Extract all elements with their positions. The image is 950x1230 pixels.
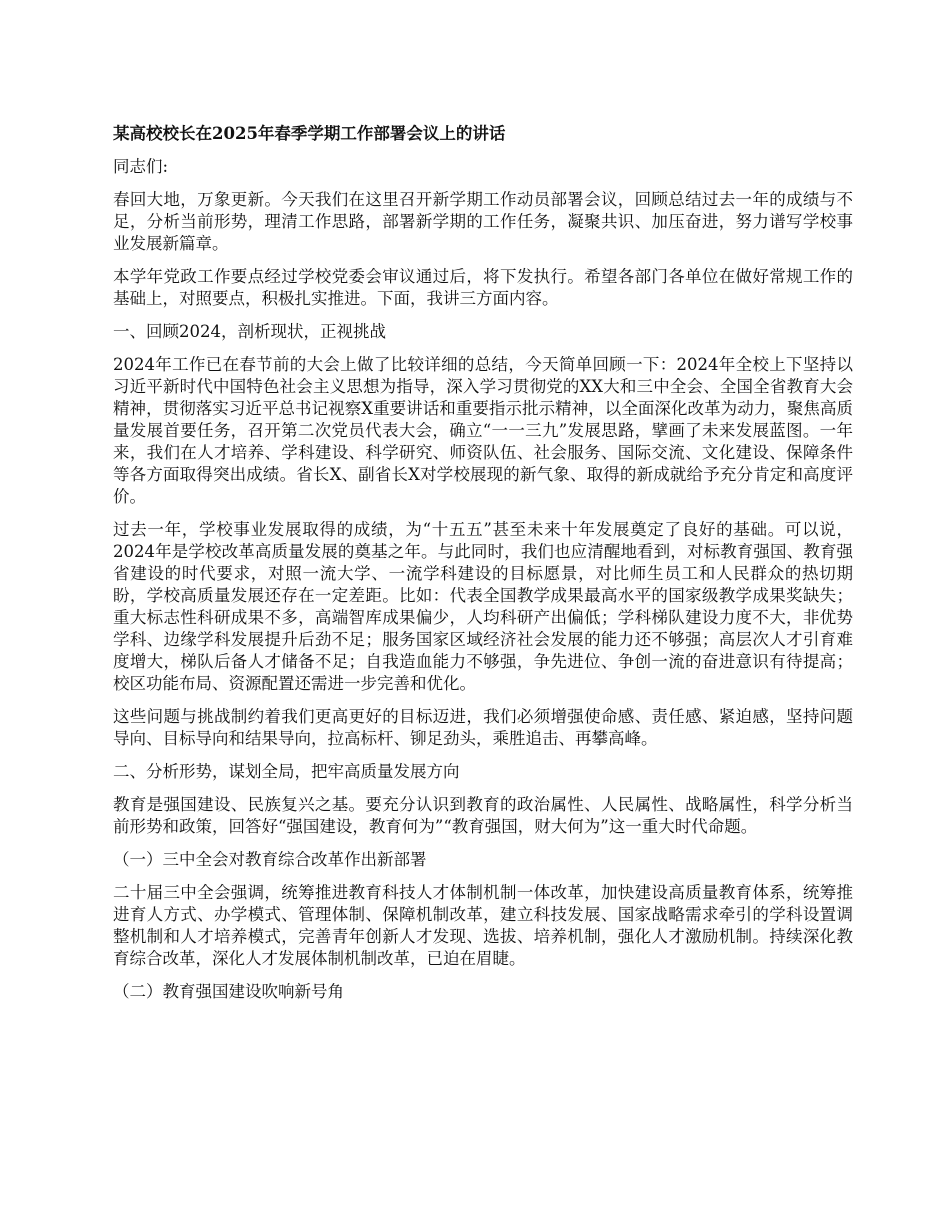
paragraph-review-2024: 2024年工作已在春节前的大会上做了比较详细的总结，今天简单回顾一下：2024年全校上下坚持以习近平新时代中国特色社会主义思想为指导，深入学习贯彻党的XX大和三中全会、全国全省教育大会精神，贯彻落实习近平总书记视察X重要讲话和重要指示批示精神，以全面深化改革为动力，聚焦高质量发展首要任务，召开第二次党员代表大会，确立“一一三九”发展思路，擘画了未来发展蓝图。一年来，我们在人才培养、学科建设、科学研究、师资队伍、社会服务、国际交流、文化建设、保障条件等各方面取得突出成绩。省长X、副省长X对学校展现的新气象、取得的新成就给予充分肯定和高度评价。: [113, 355, 853, 506]
paragraph-education-foundation: 教育是强国建设、民族复兴之基。要充分认识到教育的政治属性、人民属性、战略属性，科学分析当前形势和政策，回答好“强国建设，教育何为”“教育强国，财大何为”这一重大时代命题。: [113, 795, 853, 836]
paragraph-work-points: 本学年党政工作要点经过学校党委会审议通过后，将下发执行。希望各部门各单位在做好常规工作的基础上，对照要点，积极扎实推进。下面，我讲三方面内容。: [113, 267, 853, 308]
paragraph-reform-deployment: 二十届三中全会强调，统筹推进教育科技人才体制机制一体改革，加快建设高质量教育体系，统筹推进育人方式、办学模式、管理体制、保障机制改革，建立科技发展、国家战略需求牵引的学科设置调整机制和人才培养模式，完善青年创新人才发现、选拔、培养机制，强化人才激励机制。持续深化教育综合改革，深化人才发展体制机制改革，已迫在眉睫。: [113, 883, 853, 968]
paragraph-challenges: 这些问题与挑战制约着我们更高更好的目标迈进，我们必须增强使命感、责任感、紧迫感，坚持问题导向、目标导向和结果导向，拉高标杆、铆足劲头，乘胜追击、再攀高峰。: [113, 707, 853, 748]
section-heading-2: 二、分析形势，谋划全局，把牢高质量发展方向: [113, 762, 460, 781]
document-body: [113, 122, 853, 1014]
paragraph-intro: 春回大地，万象更新。今天我们在这里召开新学期工作动员部署会议，回顾总结过去一年的成绩与不足，分析当前形势，理清工作思路，部署新学期的工作任务，凝聚共识、加压奋进，努力谱写学校事业发展新篇章。: [113, 190, 853, 253]
subsection-heading-1: （一）三中全会对教育综合改革作出新部署: [113, 850, 427, 869]
section-heading-1: 一、回顾2024，剖析现状，正视挑战: [113, 322, 386, 341]
paragraph-gaps: 过去一年，学校事业发展取得的成绩，为“十五五”甚至未来十年发展奠定了良好的基础。可以说，2024年是学校改革高质量发展的奠基之年。与此同时，我们也应清醒地看到，对标教育强国、教育强省建设的时代要求，对照一流大学、一流学科建设的目标愿景，对比师生员工和人民群众的热切期盼，学校高质量发展还存在一定差距。比如：代表全国教学成果最高水平的国家级教学成果奖缺失；重大标志性科研成果不多，高端智库成果偏少，人均科研产出偏低；学科梯队建设力度不大，非优势学科、边缘学科发展提升后劲不足；服务国家区域经济社会发展的能力还不够强；高层次人才引育难度增大，梯队后备人才储备不足；自我造血能力不够强，争先进位、争创一流的奋进意识有待提高；校区功能布局、资源配置还需进一步完善和优化。: [113, 520, 853, 693]
greeting: 同志们:: [113, 157, 169, 176]
subsection-heading-2: （二）教育强国建设吹响新号角: [113, 982, 344, 1001]
document-title: 某高校校长在2025年春季学期工作部署会议上的讲话: [113, 124, 506, 143]
